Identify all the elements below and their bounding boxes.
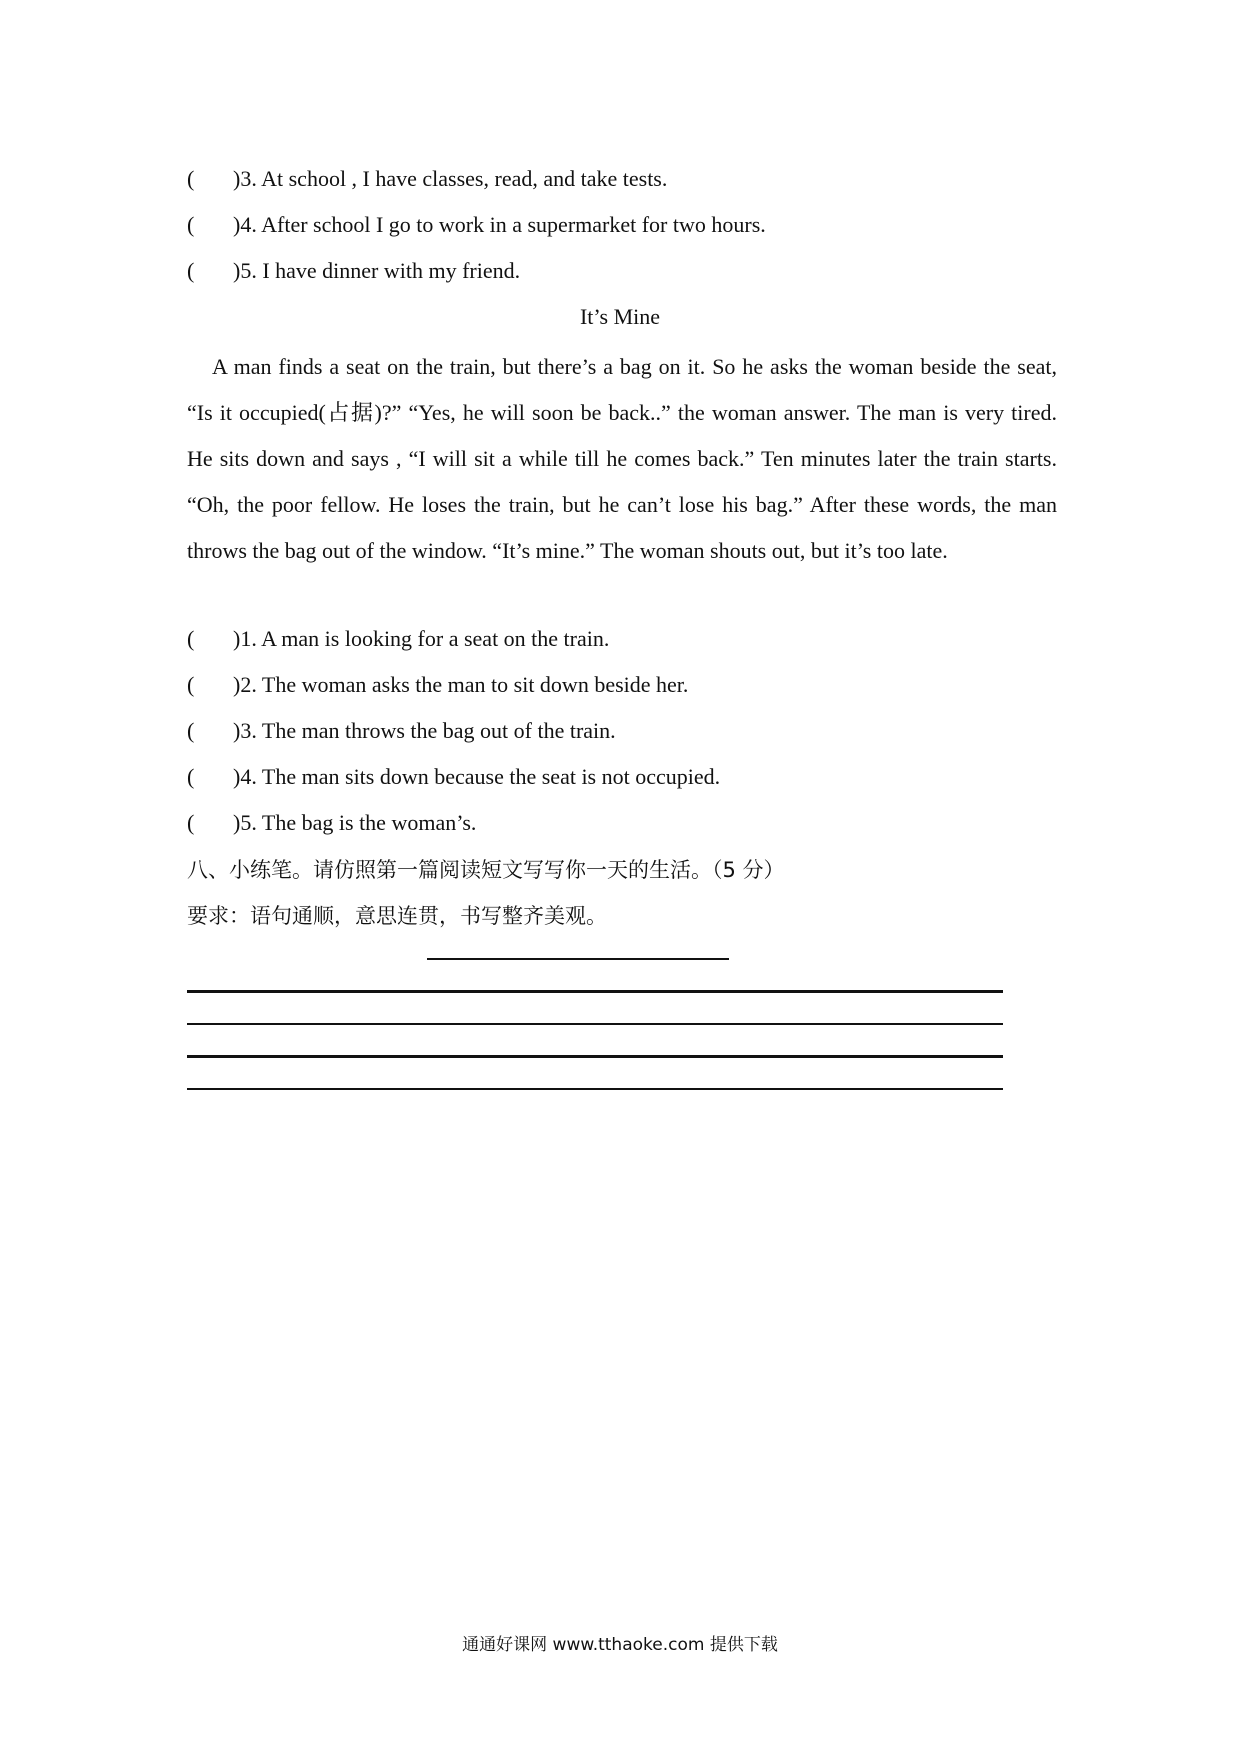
question-text: )3. At school , I have classes, read, and take tests. bbox=[233, 166, 668, 191]
question-5 bbox=[187, 256, 520, 286]
question-text: )2. The woman asks the man to sit down beside her. bbox=[233, 672, 689, 697]
answer-blank[interactable]: ( bbox=[187, 810, 195, 835]
question-1 bbox=[187, 624, 609, 654]
answer-blank[interactable]: ( bbox=[187, 212, 195, 237]
writing-line-3[interactable] bbox=[187, 1055, 1003, 1058]
question-text: )5. I have dinner with my friend. bbox=[233, 258, 521, 283]
answer-blank[interactable]: ( bbox=[187, 258, 195, 283]
question-4 bbox=[187, 762, 720, 792]
answer-blank[interactable]: ( bbox=[187, 166, 195, 191]
question-text: )3. The man throws the bag out of the train. bbox=[233, 718, 616, 743]
writing-line-4[interactable] bbox=[187, 1088, 1003, 1090]
question-text: )4. The man sits down because the seat is not occupied. bbox=[233, 764, 721, 789]
answer-blank[interactable]: ( bbox=[187, 626, 195, 651]
question-5 bbox=[187, 808, 476, 838]
question-3 bbox=[187, 716, 616, 746]
writing-heading: 八、小练笔。请仿照第一篇阅读短文写写你一天的生活。（5 分） bbox=[187, 858, 785, 882]
answer-blank[interactable]: ( bbox=[187, 718, 195, 743]
passage-title: It’s Mine bbox=[579, 304, 661, 329]
passage-body: A man finds a seat on the train, but there’s a bag on it. So he asks the woman beside the seat, “Is it occupied(占据)?” “Yes, he will soon be back..” the woman answer. The man is very tired. He sits down and says , “I will sit a while till he comes back.” Ten minutes later the train starts. “Oh, the poor fellow. He loses the train, but he can’t lose his bag.” After these words, the man throws the bag out of the window. “It’s mine.” The woman shouts out, but it’s too late. bbox=[187, 354, 1057, 563]
footer-watermark: 通通好课网 www.tthaoke.com 提供下载 bbox=[462, 1635, 778, 1655]
title-writing-line[interactable] bbox=[427, 958, 729, 960]
writing-requirement: 要求：语句通顺，意思连贯，书写整齐美观。 bbox=[187, 904, 607, 928]
question-text: )4. After school I go to work in a supermarket for two hours. bbox=[233, 212, 766, 237]
question-3 bbox=[187, 164, 667, 194]
question-2 bbox=[187, 670, 688, 700]
question-text: )1. A man is looking for a seat on the train. bbox=[233, 626, 610, 651]
question-text: )5. The bag is the woman’s. bbox=[233, 810, 477, 835]
question-4 bbox=[187, 210, 766, 240]
answer-blank[interactable]: ( bbox=[187, 764, 195, 789]
writing-line-2[interactable] bbox=[187, 1023, 1003, 1025]
answer-blank[interactable]: ( bbox=[187, 672, 195, 697]
writing-line-1[interactable] bbox=[187, 990, 1003, 993]
